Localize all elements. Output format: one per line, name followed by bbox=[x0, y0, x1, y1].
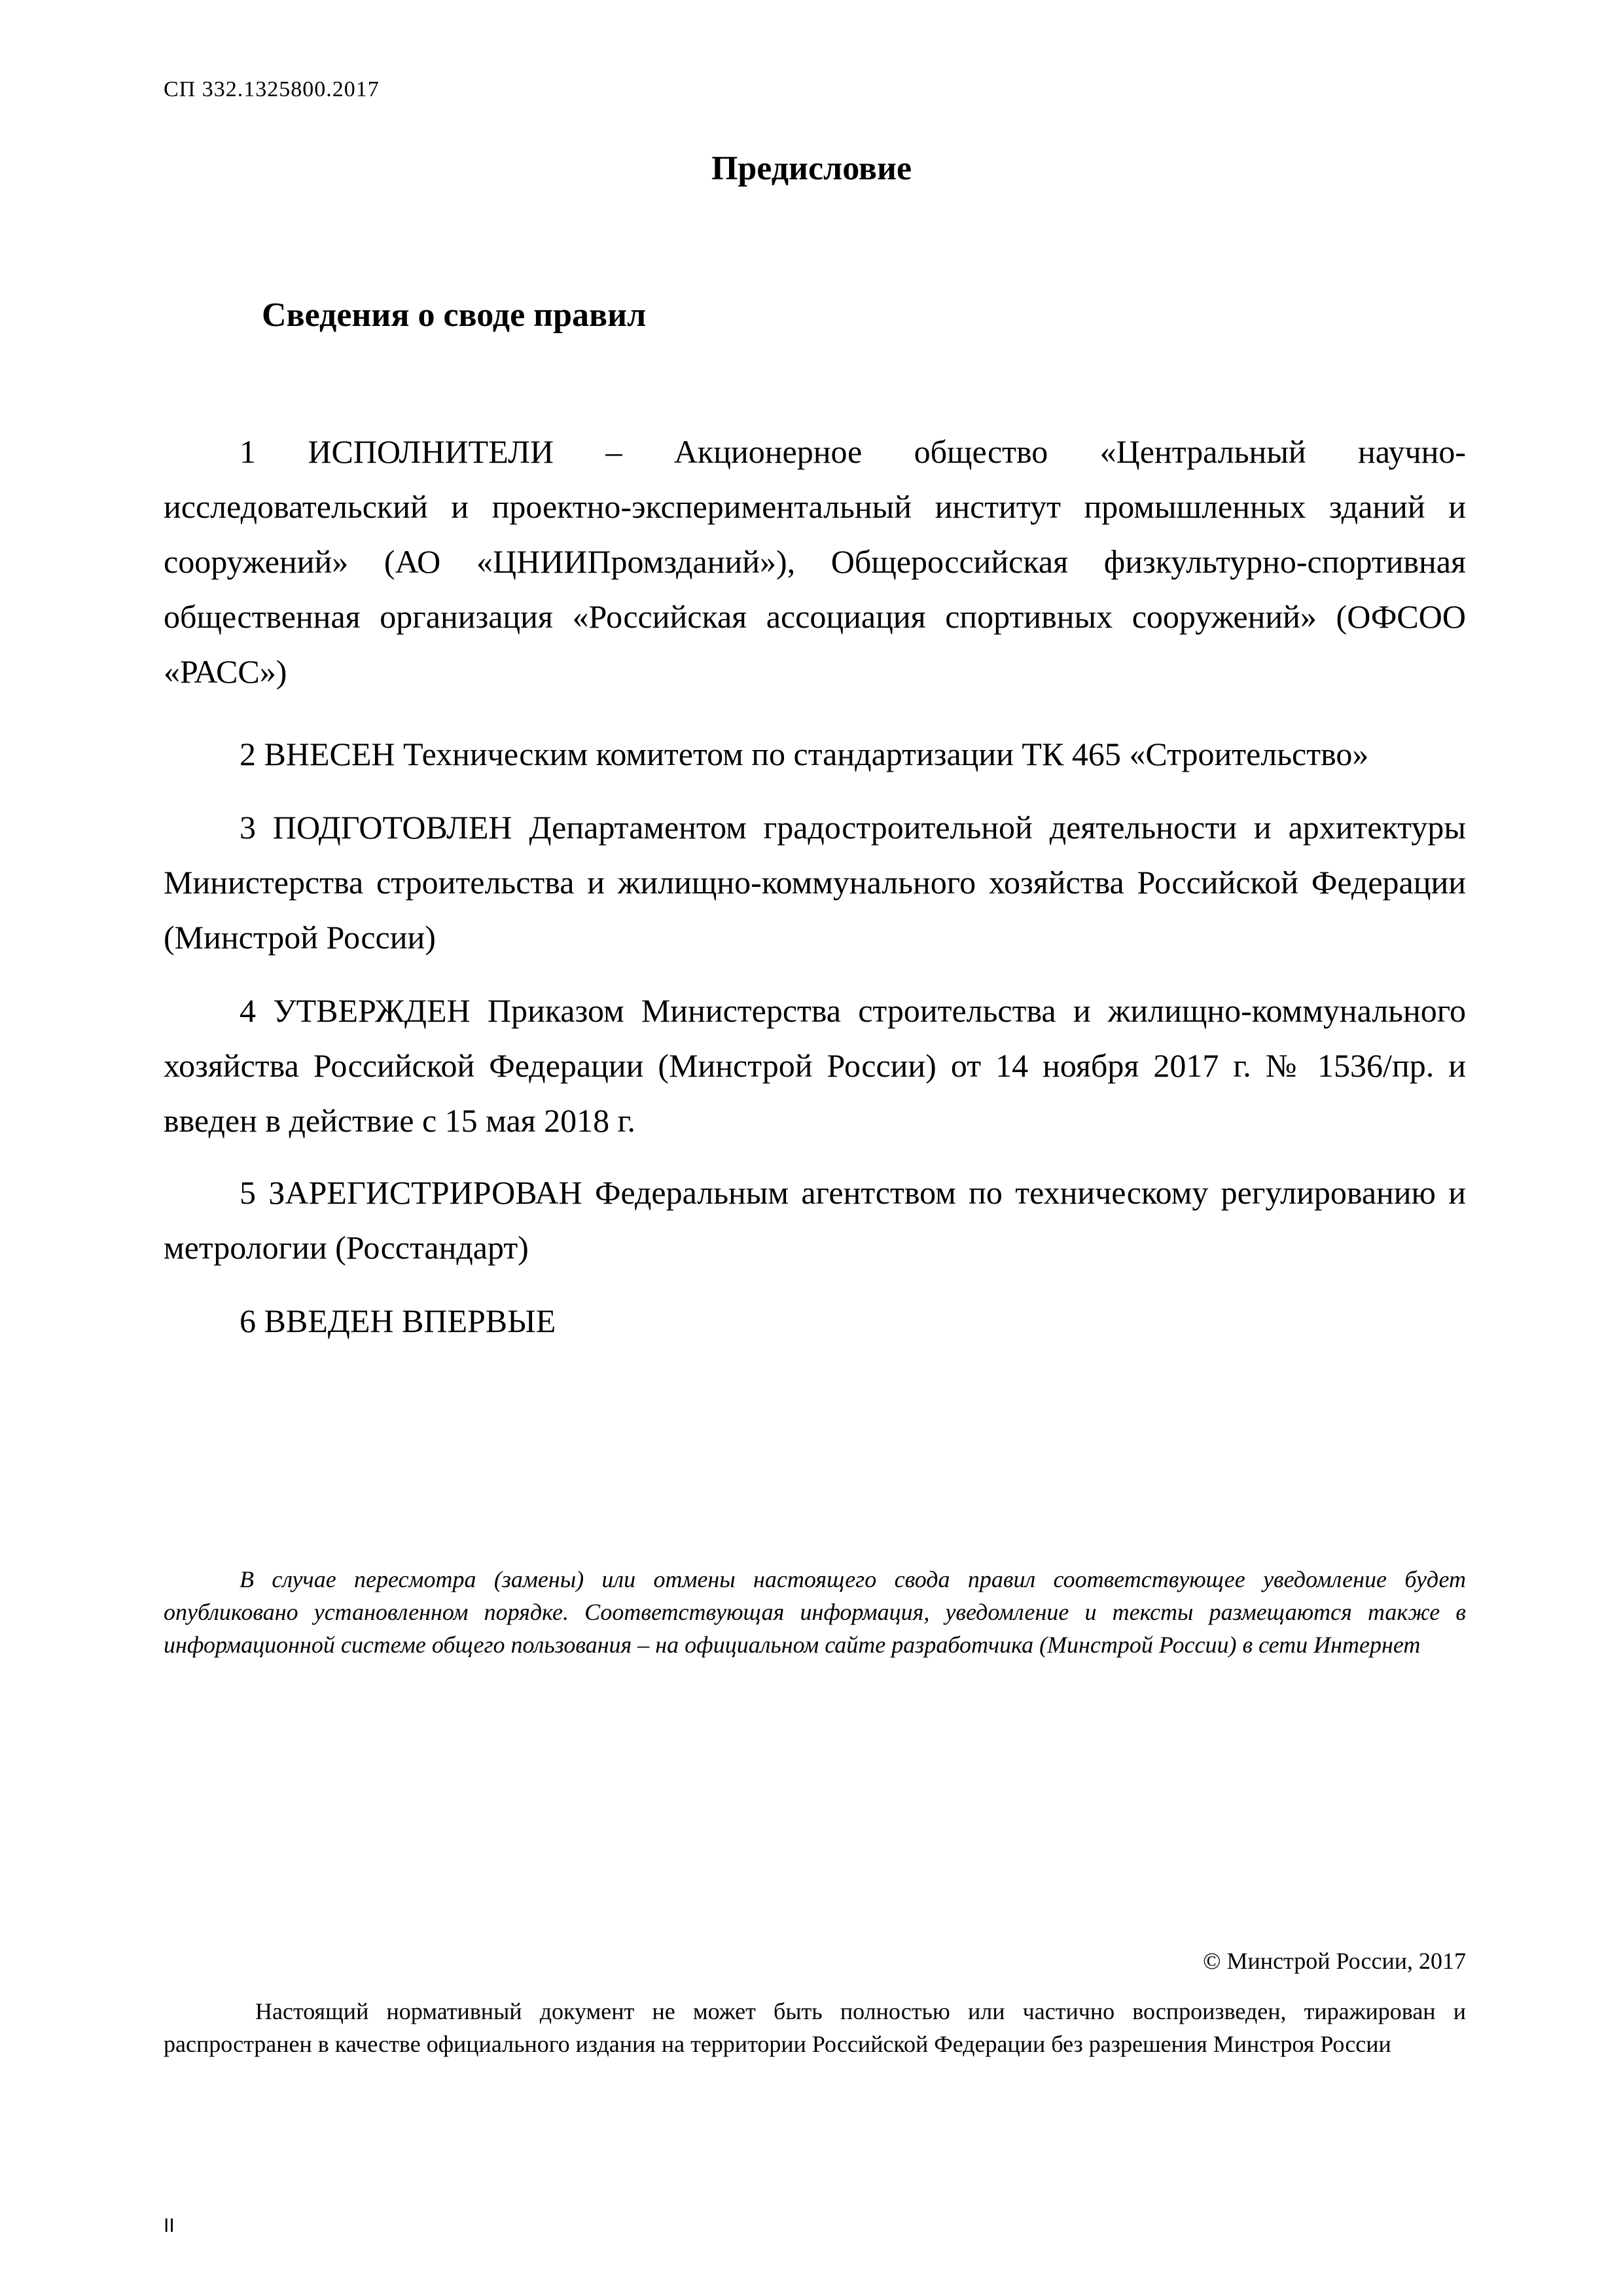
paragraph-introduced: 2 ВНЕСЕН Техническим комитетом по стандартизации ТК 465 «Строительство» bbox=[240, 736, 1369, 772]
revision-notice: В случае пересмотра (замены) или отмены настоящего свода правил соответствующее уведомление будет опубликовано установленном порядке. Соответствующая информация, уведомление и тексты размещаются также в информационной системе общего пользования – на официальном сайте разработчика (Минстрой России) в сети Интернет bbox=[164, 1566, 1466, 1658]
paragraph-executors: 1 ИСПОЛНИТЕЛИ – Акционерное общество «Центральный научно-исследовательский и проектно-экспериментальный институт промышленных зданий и сооружений» (АО «ЦНИИПромзданий»), Общероссийская физкультурно-спортивная общественная организация «Российская ассоциация спортивных сооружений» (ОФСОО «РАСС») bbox=[164, 433, 1466, 690]
page-number: II bbox=[164, 2215, 175, 2236]
reproduction-notice: Настоящий нормативный документ не может быть полностью или частично воспроизведен, тиражирован и распространен в качестве официального издания на территории Российской Федерации без разрешения Минстроя России bbox=[164, 1998, 1466, 2057]
page-title: Предисловие bbox=[711, 150, 912, 187]
section-title: Сведения о своде правил bbox=[262, 296, 647, 334]
document-code: СП 332.1325800.2017 bbox=[164, 77, 380, 101]
paragraph-approved: 4 УТВЕРЖДЕН Приказом Министерства строительства и жилищно-коммунального хозяйства Российской Федерации (Минстрой России) от 14 ноября 2017 г. № 1536/пр. и введен в действие с 15 мая 2018 г. bbox=[164, 992, 1466, 1139]
paragraph-registered: 5 ЗАРЕГИСТРИРОВАН Федеральным агентством по техническому регулированию и метрологии (Росстандарт) bbox=[164, 1174, 1466, 1266]
paragraph-first-introduced: 6 ВВЕДЕН ВПЕРВЫЕ bbox=[240, 1302, 556, 1339]
copyright-line: © Минстрой России, 2017 bbox=[1203, 1948, 1466, 1974]
paragraph-prepared: 3 ПОДГОТОВЛЕН Департаментом градостроительной деятельности и архитектуры Министерства строительства и жилищно-коммунального хозяйства Российской Федерации (Минстрой России) bbox=[164, 809, 1466, 956]
